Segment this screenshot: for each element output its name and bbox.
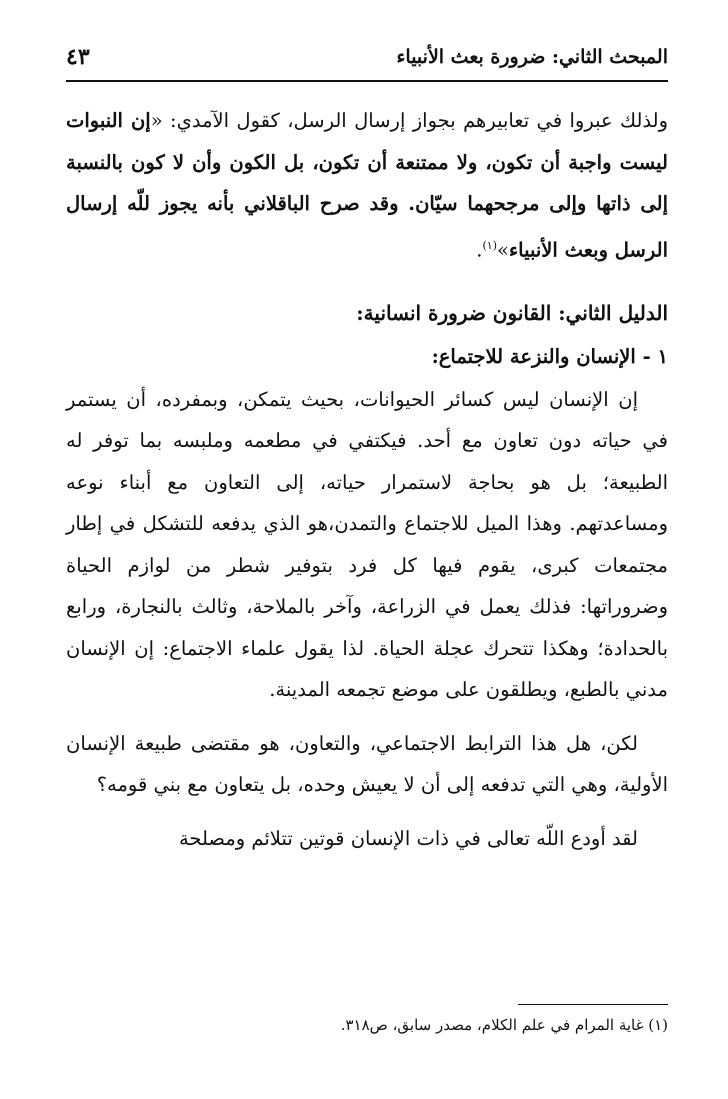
paragraph-continued: لقد أودع اللّه تعالى في ذات الإنسان قوتين تتلائم ومصلحة [178, 826, 638, 850]
page-body [66, 100, 668, 859]
page-number: ٤٣ [66, 44, 90, 70]
header-rule [66, 80, 668, 82]
paragraph-question: لكن، هل هذا الترابط الاجتماعي، والتعاون، هو مقتضى طبيعة الإنسان الأولية، وهي التي تدفعه إلى أن لا يعيش وحده، بل يتعاون مع بني قومه؟ [66, 731, 668, 796]
quote-intro: ولذلك عبروا في تعابيرهم بجواز إرسال الرسل، كقول الآمدي: « [150, 109, 668, 132]
page-header [66, 38, 668, 76]
footnote-ref[interactable]: (١) [482, 238, 498, 252]
paragraph-end: . [476, 238, 483, 261]
quote-text: إن النبوات ليست واجبة أن تكون، ولا ممتنعة أن تكون، بل الكون وأن لا كون بالنسبة إلى ذاتها وإلى مرجحهما سيّان. وقد صرح الباقلاني بأنه يجوز للّه إرسال الرسل وبعث الأنبياء [66, 109, 668, 261]
paragraph-quote [66, 100, 668, 271]
running-head: المبحث الثاني: ضرورة بعث الأنبياء [396, 46, 668, 68]
footnote: (١) غاية المرام في علم الكلام، مصدر سابق، ص٣١٨. [340, 1016, 668, 1034]
subsection-heading: ١ - الإنسان والنزعة للاجتماع: [431, 344, 668, 368]
footnote-rule [518, 1004, 668, 1005]
quote-close: » [497, 238, 509, 261]
section-heading: الدليل الثاني: القانون ضرورة انسانية: [356, 300, 668, 325]
paragraph-human-nature: إن الإنسان ليس كسائر الحيوانات، بحيث يتمكن، وبمفرده، أن يستمر في حياته دون تعاون مع أحد. فيكتفي في مطعمه وملبسه بما توفر له الطبيعة؛ بل هو بحاجة لاستمرار حياته، إلى التعاون مع أبناء نوعه ومساعدتهم. وهذا الميل للاجتماع والتمدن،هو الذي يدفعه للتشكل في إطار مجتمعات كبرى، يقوم فيها كل فرد بتوفير شطر من لوازم الحياة وضروراتها: فذلك يعمل في الزراعة، وآخر بالملاحة، وثالث بالنجارة، ورابع بالحدادة؛ وهكذا تتحرك عجلة الحياة. لذا يقول علماء الاجتماع: إن الإنسان مدني بالطبع، ويطلقون على موضع تجمعه المدينة. [66, 387, 668, 701]
